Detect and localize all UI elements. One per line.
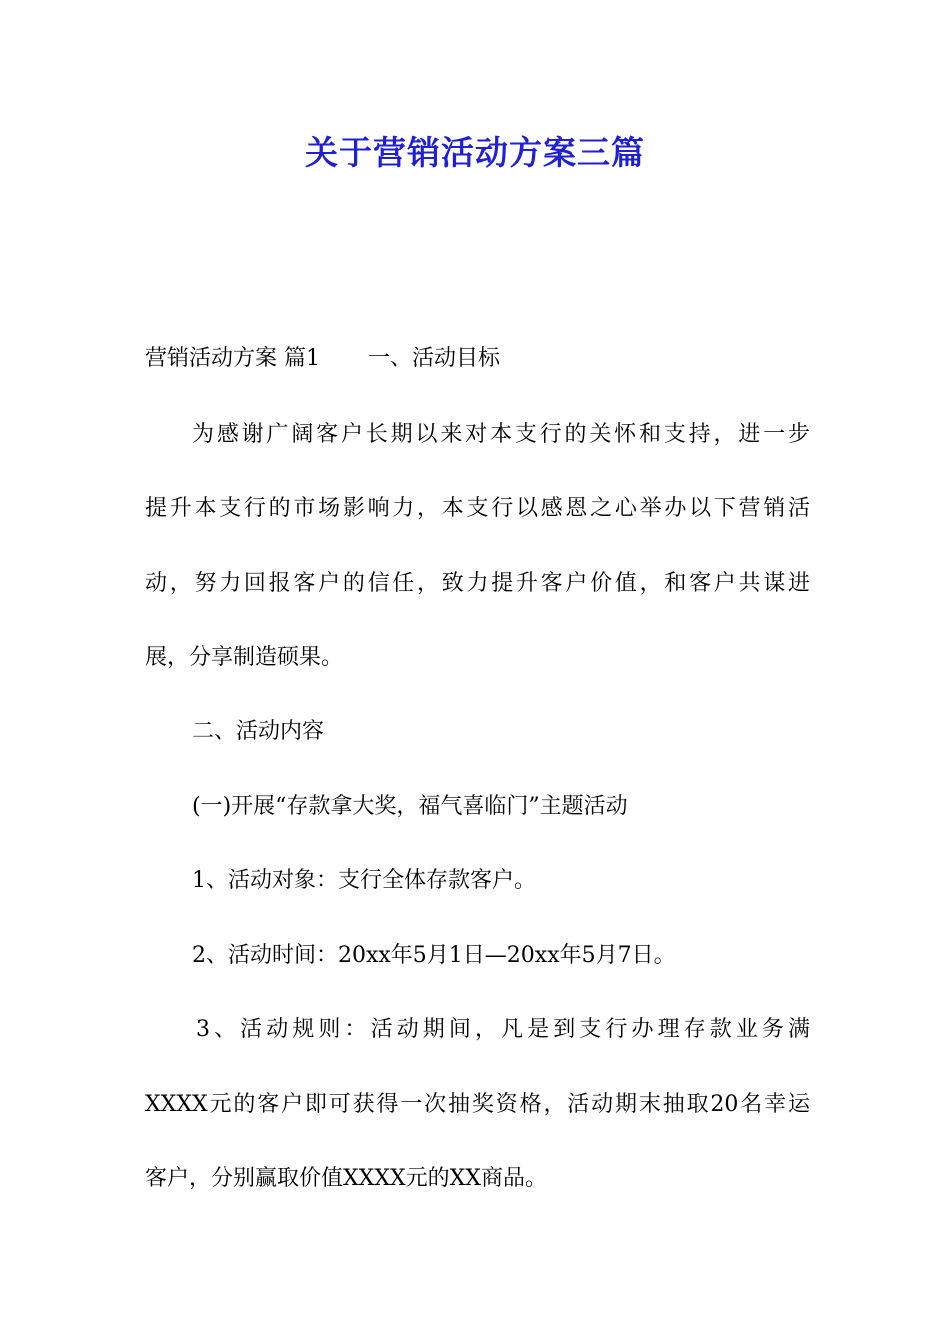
content-heading: 二、活动内容 (192, 719, 325, 744)
paragraph-line: 提升本支行的市场影响力，本支行以感恩之心举办以下营销活 (145, 496, 810, 521)
list-item: 1、活动对象：支行全体存款客户。 (192, 868, 536, 893)
paragraph-line: 为感谢广阔客户长期以来对本支行的关怀和支持，进一步 (192, 422, 810, 447)
paragraph-line: 动，努力回报客户的信任，致力提升客户价值，和客户共谋进 (145, 571, 810, 596)
document-title: 关于营销活动方案三篇 (305, 133, 645, 172)
section-subheading: 一、活动目标 (368, 346, 501, 371)
section-heading: 营销活动方案 篇1 (145, 346, 320, 371)
paragraph-line: 展，分享制造硕果。 (145, 645, 344, 670)
paragraph-line: XXXX元的客户即可获得一次抽奖资格，活动期末抽取20名幸运 (145, 1092, 810, 1117)
paragraph-line: 3、活动规则：活动期间，凡是到支行办理存款业务满 (196, 1017, 810, 1042)
paragraph-line: 客户，分别赢取价值XXXX元的XX商品。 (145, 1166, 547, 1191)
section-heading-line (145, 342, 810, 376)
list-item: (一)开展“存款拿大奖，福气喜临门”主题活动 (192, 794, 628, 819)
list-item: 2、活动时间：20xx年5月1日—20xx年5月7日。 (192, 943, 676, 968)
